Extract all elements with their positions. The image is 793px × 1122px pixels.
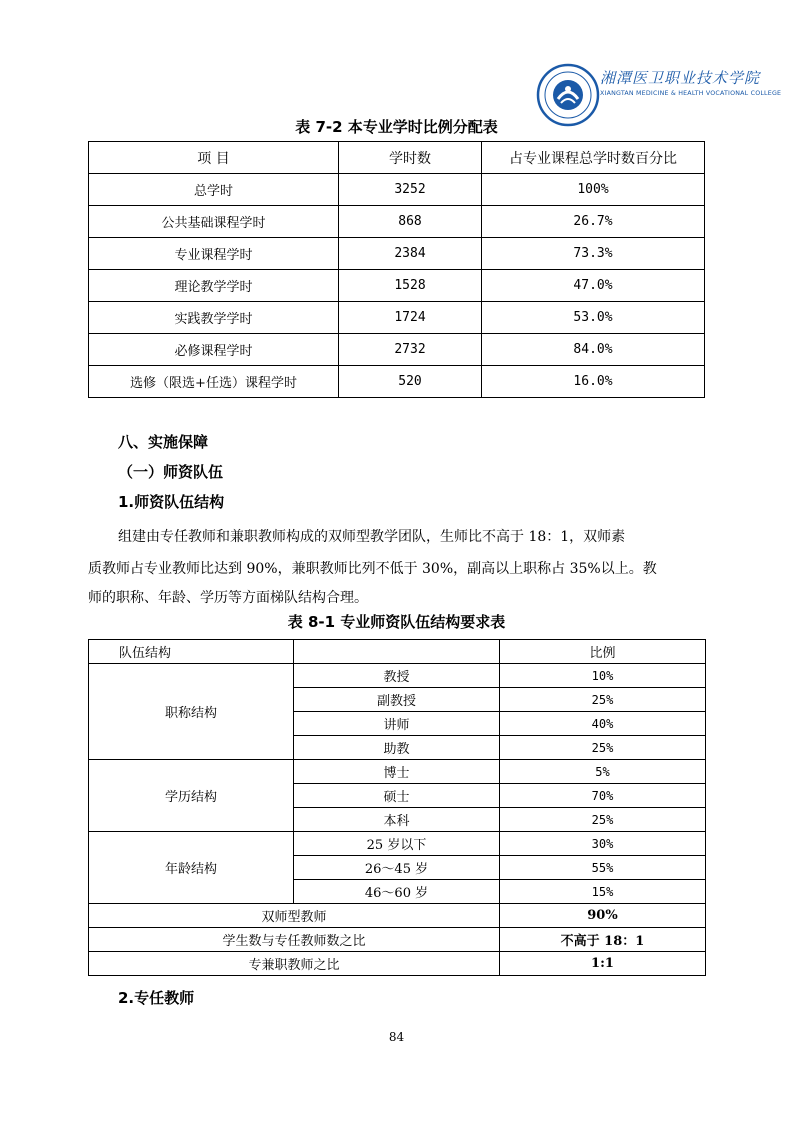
heading-full-time-teachers: 2.专任教师 <box>118 989 195 1007</box>
table-header-row <box>89 640 706 664</box>
cell-category: 副教授 <box>294 688 500 712</box>
col-header-structure: 队伍结构 <box>89 640 294 664</box>
cell-ratio: 40% <box>500 712 706 736</box>
page-number: 84 <box>388 1030 405 1044</box>
heading-team-structure: 1.师资队伍结构 <box>118 493 225 511</box>
table-row <box>89 664 706 688</box>
table-row <box>89 832 706 856</box>
summary-value: 不高于 18：1 <box>500 928 706 952</box>
summary-value: 1:1 <box>500 952 706 976</box>
cell-hours: 1724 <box>339 302 482 334</box>
cell-category: 46～60 岁 <box>294 880 500 904</box>
table-row <box>89 206 705 238</box>
cell-ratio: 5% <box>500 760 706 784</box>
cell-hours: 2384 <box>339 238 482 270</box>
cell-category: 讲师 <box>294 712 500 736</box>
cell-hours: 2732 <box>339 334 482 366</box>
cell-percent: 73.3% <box>482 238 705 270</box>
cell-hours: 3252 <box>339 174 482 206</box>
cell-hours: 520 <box>339 366 482 398</box>
col-header-hours: 学时数 <box>339 142 482 174</box>
group-title: 年龄结构 <box>89 832 294 904</box>
col-header-blank <box>294 640 500 664</box>
summary-value: 90% <box>500 904 706 928</box>
cell-category: 26～45 岁 <box>294 856 500 880</box>
table-row <box>89 928 706 952</box>
cell-item: 总学时 <box>89 174 339 206</box>
col-header-item: 项 目 <box>89 142 339 174</box>
table-row <box>89 952 706 976</box>
hours-ratio-table <box>88 141 705 398</box>
cell-category: 25 岁以下 <box>294 832 500 856</box>
cell-item: 专业课程学时 <box>89 238 339 270</box>
paragraph-line: 组建由专任教师和兼职教师构成的双师型教学团队，生师比不高于 18：1，双师素 <box>118 529 626 545</box>
cell-ratio: 30% <box>500 832 706 856</box>
cell-item: 理论教学学时 <box>89 270 339 302</box>
teacher-structure-table <box>88 639 706 976</box>
cell-ratio: 70% <box>500 784 706 808</box>
table-row <box>89 760 706 784</box>
subsection-heading-teachers: （一）师资队伍 <box>118 463 224 481</box>
school-name-cn: 湘潭医卫职业技术学院 <box>600 69 761 87</box>
table81-caption: 表 8-1 专业师资队伍结构要求表 <box>287 613 506 631</box>
cell-ratio: 25% <box>500 808 706 832</box>
cell-ratio: 55% <box>500 856 706 880</box>
table-header-row <box>89 142 705 174</box>
cell-category: 博士 <box>294 760 500 784</box>
table-row <box>89 334 705 366</box>
cell-category: 教授 <box>294 664 500 688</box>
cell-item: 必修课程学时 <box>89 334 339 366</box>
paragraph-line: 质教师占专业教师比达到 90%，兼职教师比列不低于 30%，副高以上职称占 35%以上。教 <box>88 561 657 577</box>
cell-percent: 84.0% <box>482 334 705 366</box>
cell-item: 实践教学学时 <box>89 302 339 334</box>
cell-category: 助教 <box>294 736 500 760</box>
cell-percent: 100% <box>482 174 705 206</box>
cell-hours: 868 <box>339 206 482 238</box>
table-row <box>89 302 705 334</box>
section-heading-8: 八、实施保障 <box>118 433 209 451</box>
summary-label: 学生数与专任教师数之比 <box>89 928 500 952</box>
table-row <box>89 904 706 928</box>
cell-percent: 16.0% <box>482 366 705 398</box>
cell-category: 硕士 <box>294 784 500 808</box>
cell-percent: 26.7% <box>482 206 705 238</box>
table-row <box>89 366 705 398</box>
cell-ratio: 10% <box>500 664 706 688</box>
table-row <box>89 238 705 270</box>
cell-hours: 1528 <box>339 270 482 302</box>
cell-category: 本科 <box>294 808 500 832</box>
group-title: 职称结构 <box>89 664 294 760</box>
summary-label: 双师型教师 <box>89 904 500 928</box>
col-header-ratio: 比例 <box>500 640 706 664</box>
cell-ratio: 25% <box>500 688 706 712</box>
paragraph-line: 师的职称、年龄、学历等方面梯队结构合理。 <box>88 590 368 606</box>
school-name-en: XIANGTAN MEDICINE & HEALTH VOCATIONAL COLLEGE <box>600 90 782 97</box>
cell-ratio: 15% <box>500 880 706 904</box>
summary-label: 专兼职教师之比 <box>89 952 500 976</box>
table-row <box>89 270 705 302</box>
cell-item: 公共基础课程学时 <box>89 206 339 238</box>
table72-caption: 表 7-2 本专业学时比例分配表 <box>295 118 498 136</box>
cell-percent: 53.0% <box>482 302 705 334</box>
group-title: 学历结构 <box>89 760 294 832</box>
col-header-percent: 占专业课程总学时数百分比 <box>482 142 705 174</box>
table-row <box>89 174 705 206</box>
cell-ratio: 25% <box>500 736 706 760</box>
cell-percent: 47.0% <box>482 270 705 302</box>
cell-item: 选修（限选+任选）课程学时 <box>89 366 339 398</box>
